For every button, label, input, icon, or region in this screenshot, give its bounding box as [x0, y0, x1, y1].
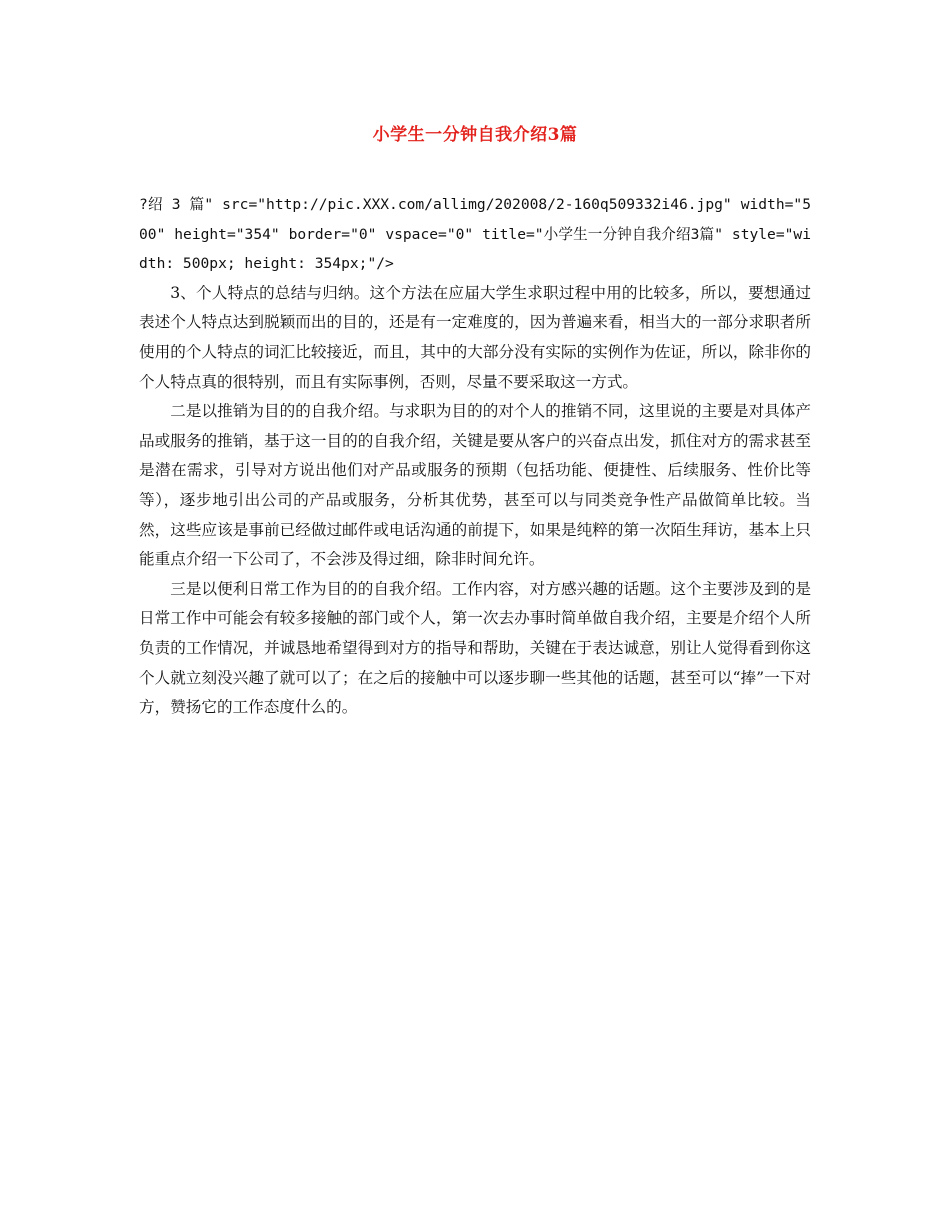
- paragraph-daily-work-introduction: 三是以便利日常工作为目的的自我介绍。工作内容，对方感兴趣的话题。这个主要涉及到的是日常工作中可能会有较多接触的部门或个人，第一次去办事时简单做自我介绍，主要是介绍个人所负责的工作情况，并诚恳地希望得到对方的指导和帮助，关键在于表达诚意，别让人觉得看到你这个人就立刻没兴趣了就可以了；在之后的接触中可以逐步聊一些其他的话题，甚至可以“捧”一下对方，赞扬它的工作态度什么的。: [139, 579, 811, 717]
- page-title: 小学生一分钟自我介绍3篇: [372, 125, 578, 145]
- paragraph-image-tag-fragment: ?绍 3 篇" src="http://pic.XXX.com/allimg/202008/2-160q509332i46.jpg" width="500" height="354" border="0" vspace="0" title="小学生一分钟自我介绍3篇" style="width: 500px; height: 354px;"/>: [139, 196, 811, 273]
- paragraph-sales-introduction: 二是以推销为目的的自我介绍。与求职为目的的对个人的推销不同，这里说的主要是对具体产品或服务的推销，基于这一目的的自我介绍，关键是要从客户的兴奋点出发，抓住对方的需求甚至是潜在需求，引导对方说出他们对产品或服务的预期（包括功能、便捷性、后续服务、性价比等等），逐步地引出公司的产品或服务，分析其优势，甚至可以与同类竞争性产品做简单比较。当然，这些应该是事前已经做过邮件或电话沟通的前提下，如果是纯粹的第一次陌生拜访，基本上只能重点介绍一下公司了，不会涉及得过细，除非时间允许。: [139, 402, 811, 569]
- document-body: [139, 190, 811, 723]
- paragraph-personal-traits: 3、个人特点的总结与归纳。这个方法在应届大学生求职过程中用的比较多，所以，要想通过表述个人特点达到脱颖而出的目的，还是有一定难度的，因为普遍来看，相当大的一部分求职者所使用的个人特点的词汇比较接近，而且，其中的大部分没有实际的实例作为佐证，所以，除非你的个人特点真的很特别，而且有实际事例，否则，尽量不要采取这一方式。: [139, 283, 811, 391]
